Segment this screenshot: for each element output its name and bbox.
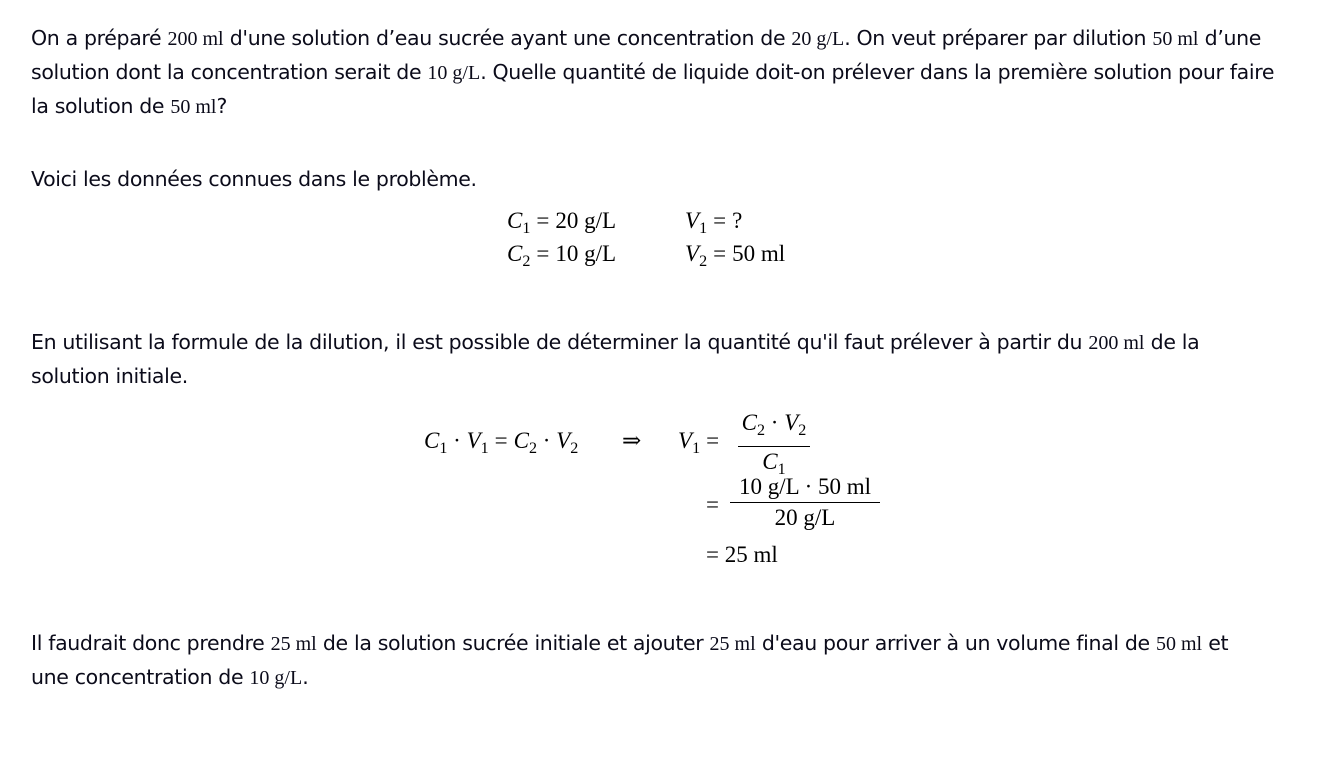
numerator: 10 g/L · 50 ml	[738, 474, 872, 499]
known-row	[507, 206, 785, 239]
subscript: 2	[529, 439, 538, 457]
text: ?	[216, 94, 228, 118]
value: 50 ml	[732, 240, 786, 266]
math-inline: 200 ml	[1088, 332, 1145, 354]
volume-1	[685, 208, 742, 238]
result-line	[706, 542, 778, 568]
text: .	[302, 665, 309, 689]
variable: C	[424, 428, 440, 453]
known-row	[507, 239, 785, 272]
equals-sign: =	[706, 428, 720, 453]
value: 10 g/L	[555, 240, 617, 266]
concentration-1	[507, 208, 685, 238]
subscript: 2	[798, 421, 807, 439]
subscript: 1	[439, 439, 448, 457]
math-inline: 25 ml	[270, 633, 317, 655]
text: . Quelle quantité de liquide doit-on prélever dans la première solution pour faire la solution de	[31, 60, 1275, 118]
denominator: 20 g/L	[774, 505, 836, 531]
known-data-intro: Voici les données connues dans le problème.	[31, 167, 477, 191]
subscript: 2	[570, 439, 579, 457]
text: En utilisant la formule de la dilution, il est possible de déterminer la quantité qu'il faut prélever à partir du	[31, 330, 1089, 354]
equals-sign: =	[494, 428, 508, 453]
subscript: 1	[777, 460, 786, 478]
v1-lhs	[678, 428, 725, 458]
variable: C	[762, 449, 778, 475]
math-inline: 10 g/L	[427, 62, 481, 84]
variable: C	[507, 240, 523, 266]
text: et une concentration de	[31, 631, 1229, 689]
volume-2	[685, 241, 785, 271]
equals-sign: =	[706, 492, 719, 517]
subscript: 2	[699, 252, 708, 270]
value: ?	[732, 207, 743, 233]
implies-arrow-icon: ⇒	[622, 428, 642, 453]
subscript: 2	[757, 421, 766, 439]
method-paragraph	[31, 326, 1281, 393]
numerator	[742, 408, 807, 446]
text: Il faudrait donc prendre	[31, 631, 271, 655]
equals-sign: =	[706, 542, 719, 567]
math-inline: 50 ml	[1152, 28, 1199, 50]
text: d'une solution d’eau sucrée ayant une concentration de	[223, 26, 792, 50]
subscript: 2	[522, 252, 531, 270]
math-inline: 50 ml	[170, 96, 217, 118]
result-value: 25 ml	[724, 542, 778, 567]
variable: C	[741, 410, 757, 435]
text: d'eau pour arriver à un volume final de	[755, 631, 1156, 655]
text: On a préparé	[31, 26, 168, 50]
text: . On veut préparer par dilution	[844, 26, 1153, 50]
text: de la solution initiale.	[31, 330, 1200, 388]
text: d’une solution dont la concentration serait de	[31, 26, 1262, 84]
equals-sign: =	[536, 240, 550, 266]
subscript: 1	[699, 219, 708, 237]
concentration-2	[507, 241, 685, 271]
subscript: 1	[692, 439, 701, 457]
dot-operator: ·	[765, 410, 785, 435]
variable: V	[678, 428, 693, 453]
variable: C	[507, 207, 523, 233]
variable: V	[685, 207, 700, 233]
equals-sign: =	[713, 240, 727, 266]
dilution-formula	[424, 428, 578, 458]
problem-statement	[31, 22, 1281, 124]
math-inline: 25 ml	[709, 633, 756, 655]
conclusion-paragraph	[31, 627, 1241, 695]
variable: V	[556, 428, 571, 453]
math-inline: 50 ml	[1155, 633, 1203, 655]
math-inline: 10 g/L	[249, 667, 303, 689]
value: 20 g/L	[555, 207, 617, 233]
dilution-derivation	[424, 408, 894, 578]
variable: V	[685, 240, 700, 266]
variable: C	[513, 428, 529, 453]
subscript: 1	[522, 219, 531, 237]
known-data-equations	[507, 206, 785, 272]
subscript: 1	[480, 439, 489, 457]
variable: V	[784, 410, 799, 435]
variable: V	[466, 428, 481, 453]
text: de la solution sucrée initiale et ajouter	[316, 631, 710, 655]
math-inline: 20 g/L	[791, 28, 845, 50]
math-inline: 200 ml	[167, 28, 224, 50]
fraction-numeric	[730, 472, 880, 533]
dot-operator: ·	[447, 428, 467, 453]
equals-sign: =	[713, 207, 727, 233]
dot-operator: ·	[537, 428, 557, 453]
equals-sign: =	[536, 207, 550, 233]
